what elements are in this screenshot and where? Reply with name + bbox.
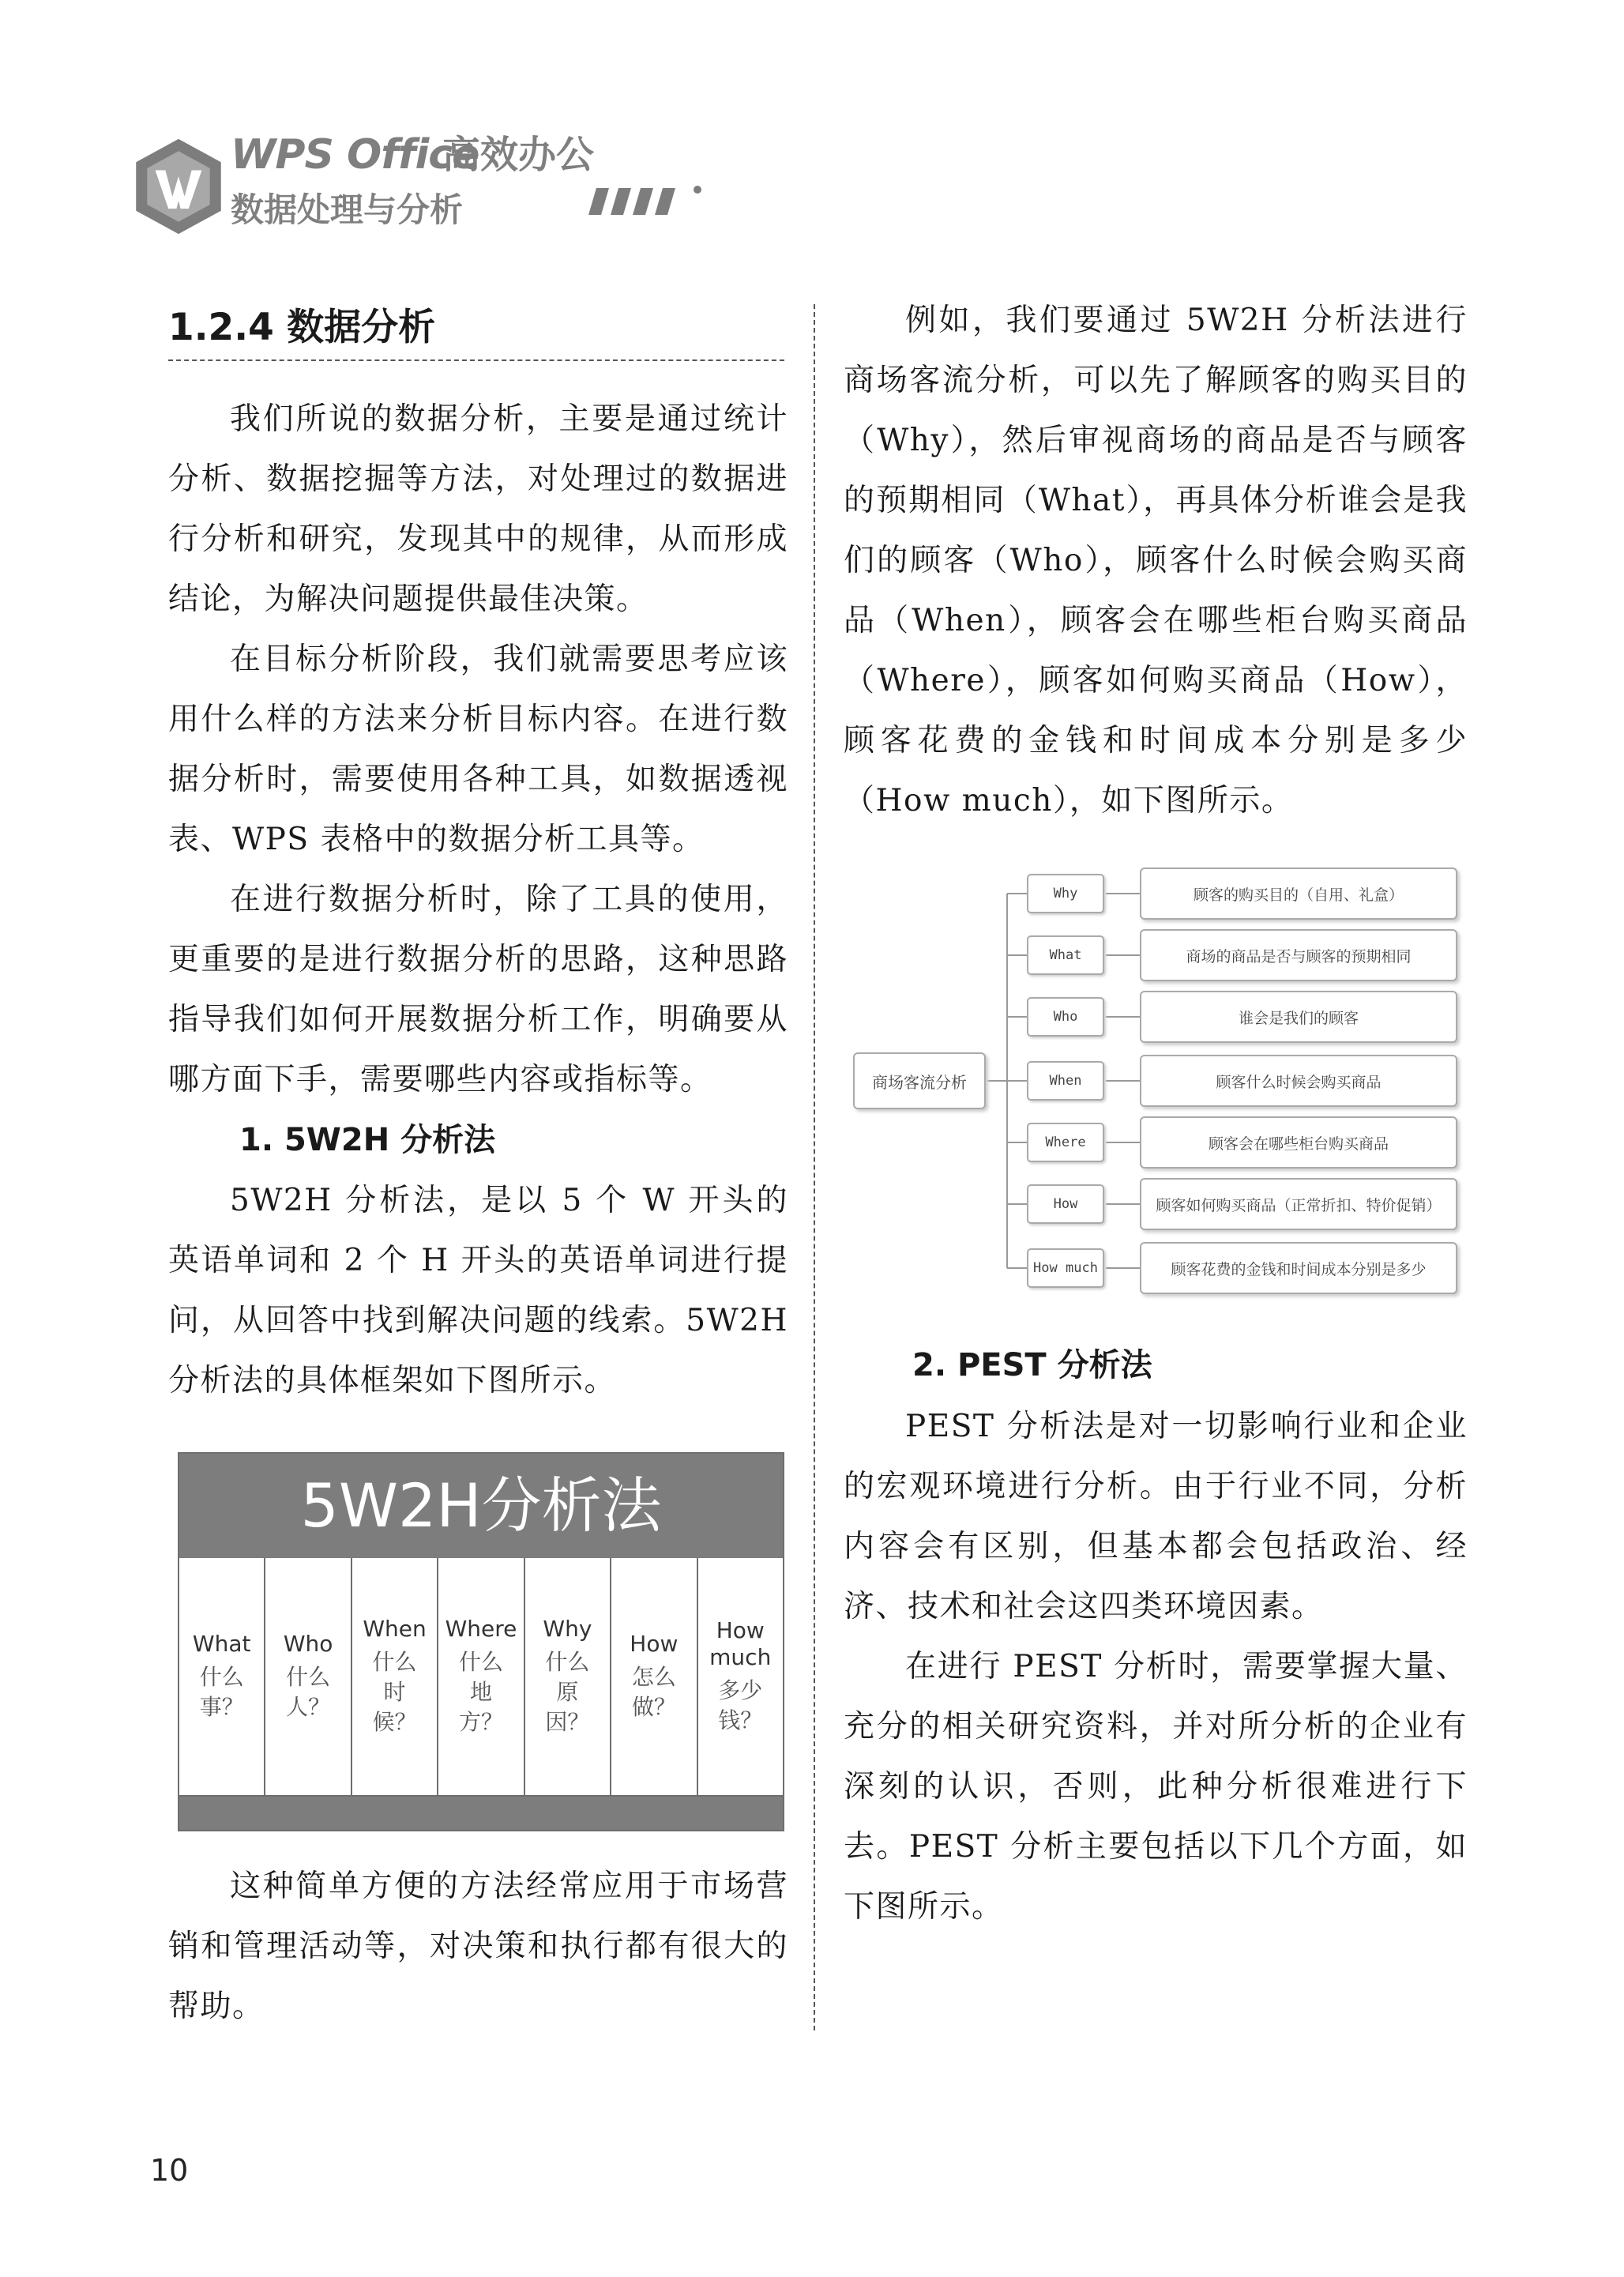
5w2h-cell-cn: 什么原因？ xyxy=(545,1649,590,1735)
section-heading: 1.2.4 数据分析 xyxy=(168,296,784,361)
brand-name: WPS Office xyxy=(231,131,479,179)
5w2h-cell-en: How xyxy=(630,1631,679,1657)
5w2h-cell-cn: 什么地方？ xyxy=(458,1649,503,1735)
mindmap-key-node: How xyxy=(1027,1184,1104,1224)
mindmap-value-node: 顾客什么时候会购买商品 xyxy=(1140,1055,1457,1107)
5w2h-cell-cn: 什么人？ xyxy=(286,1664,331,1720)
5w2h-cell-en: Where xyxy=(445,1616,517,1642)
mindmap-value-node: 顾客如何购买商品（正常折扣、特价促销） xyxy=(1140,1178,1457,1230)
5w2h-cell-en: Why xyxy=(543,1616,592,1642)
subheading-pest: 2. PEST 分析法 xyxy=(912,1347,1152,1383)
5w2h-table-title: 5W2H分析法 xyxy=(179,1454,783,1558)
customer-flow-mindmap xyxy=(849,865,1465,1308)
5w2h-cell xyxy=(438,1558,524,1795)
paragraph-analysis-thinking: 在进行数据分析时，除了工具的使用，更重要的是进行数据分析的思路，这种思路指导我们如何开展数据分析工作，明确要从哪方面下手，需要哪些内容或指标等。 xyxy=(168,882,788,1097)
5w2h-cell-cn: 多少钱？ xyxy=(718,1677,763,1733)
5w2h-cell-en: What xyxy=(192,1631,251,1657)
mindmap-value-node: 顾客的购买目的（自用、礼盒） xyxy=(1140,868,1457,920)
subheading-5w2h: 1. 5W2H 分析法 xyxy=(239,1122,496,1158)
paragraph-5w2h-description: 5W2H 分析法，是以 5 个 W 开头的英语单词和 2 个 H 开头的英语单词进行提问，从回答中找到解决问题的线索。5W2H 分析法的具体框架如下图所示。 xyxy=(168,1183,788,1398)
mindmap-key-node: Why xyxy=(1027,874,1104,913)
paragraph-data-analysis-intro: 我们所说的数据分析，主要是通过统计分析、数据挖掘等方法，对处理过的数据进行分析和研究，发现其中的规律，从而形成结论，为解决问题提供最佳决策。 xyxy=(168,401,788,617)
mindmap-value-node: 顾客会在哪些柜台购买商品 xyxy=(1140,1116,1457,1169)
5w2h-table-figure xyxy=(178,1452,784,1831)
header-subtitle: 数据处理与分析 xyxy=(231,190,464,229)
5w2h-cell-cn: 怎么做？ xyxy=(631,1664,676,1720)
paragraph-5w2h-example: 例如，我们要通过 5W2H 分析法进行商场客流分析，可以先了解顾客的购买目的（Why），然后审视商场的商品是否与顾客的预期相同（What），再具体分析谁会是我们的顾客（Who），顾客什么时候会购买商品（When），顾客会在哪些柜台购买商品（Where），顾客如何购买商品（How），顾客花费的金钱和时间成本分别是多少（How much），如下图所示。 xyxy=(844,303,1468,819)
mindmap-value-node: 商场的商品是否与顾客的预期相同 xyxy=(1140,929,1457,981)
paragraph-pest-description: PEST 分析法是对一切影响行业和企业的宏观环境进行分析。由于行业不同，分析内容会有区别，但基本都会包括政治、经济、技术和社会这四类环境因素。 xyxy=(844,1409,1468,1624)
paragraph-pest-requirements: 在进行 PEST 分析时，需要掌握大量、充分的相关研究资料，并对所分析的企业有深刻的认识，否则，此种分析很难进行下去。PEST 分析主要包括以下几个方面，如下图所示。 xyxy=(844,1649,1468,1925)
wps-logo-icon xyxy=(128,136,229,237)
5w2h-cell-cn: 什么时候？ xyxy=(372,1649,417,1735)
5w2h-cell-cn: 什么事？ xyxy=(199,1664,244,1720)
5w2h-cell xyxy=(698,1558,783,1795)
page-number: 10 xyxy=(150,2153,189,2188)
5w2h-cell xyxy=(525,1558,611,1795)
header-stripes-icon xyxy=(588,183,707,220)
5w2h-cell xyxy=(179,1558,265,1795)
mindmap-value-node: 谁会是我们的顾客 xyxy=(1140,991,1457,1043)
5w2h-table-footer-bar xyxy=(179,1795,783,1830)
mindmap-key-node: How much xyxy=(1027,1248,1104,1288)
mindmap-root-node: 商场客流分析 xyxy=(853,1052,986,1109)
column-divider xyxy=(814,304,815,2030)
mindmap-key-node: What xyxy=(1027,935,1104,975)
5w2h-cell xyxy=(265,1558,351,1795)
5w2h-cell-en: Who xyxy=(283,1631,333,1657)
paragraph-target-analysis: 在目标分析阶段，我们就需要思考应该用什么样的方法来分析目标内容。在进行数据分析时，需要使用各种工具，如数据透视表、WPS 表格中的数据分析工具等。 xyxy=(168,642,788,857)
5w2h-cell xyxy=(611,1558,697,1795)
mindmap-key-node: Where xyxy=(1027,1123,1104,1162)
brand-suffix: 高效办公 xyxy=(442,133,595,177)
paragraph-5w2h-usage: 这种简单方便的方法经常应用于市场营销和管理活动等，对决策和执行都有很大的帮助。 xyxy=(168,1869,788,2024)
mindmap-key-node: Who xyxy=(1027,997,1104,1037)
mindmap-value-node: 顾客花费的金钱和时间成本分别是多少 xyxy=(1140,1242,1457,1294)
mindmap-key-node: When xyxy=(1027,1061,1104,1101)
5w2h-cell xyxy=(352,1558,438,1795)
5w2h-cell-en: When xyxy=(363,1616,427,1642)
5w2h-cell-en: How much xyxy=(709,1617,772,1670)
